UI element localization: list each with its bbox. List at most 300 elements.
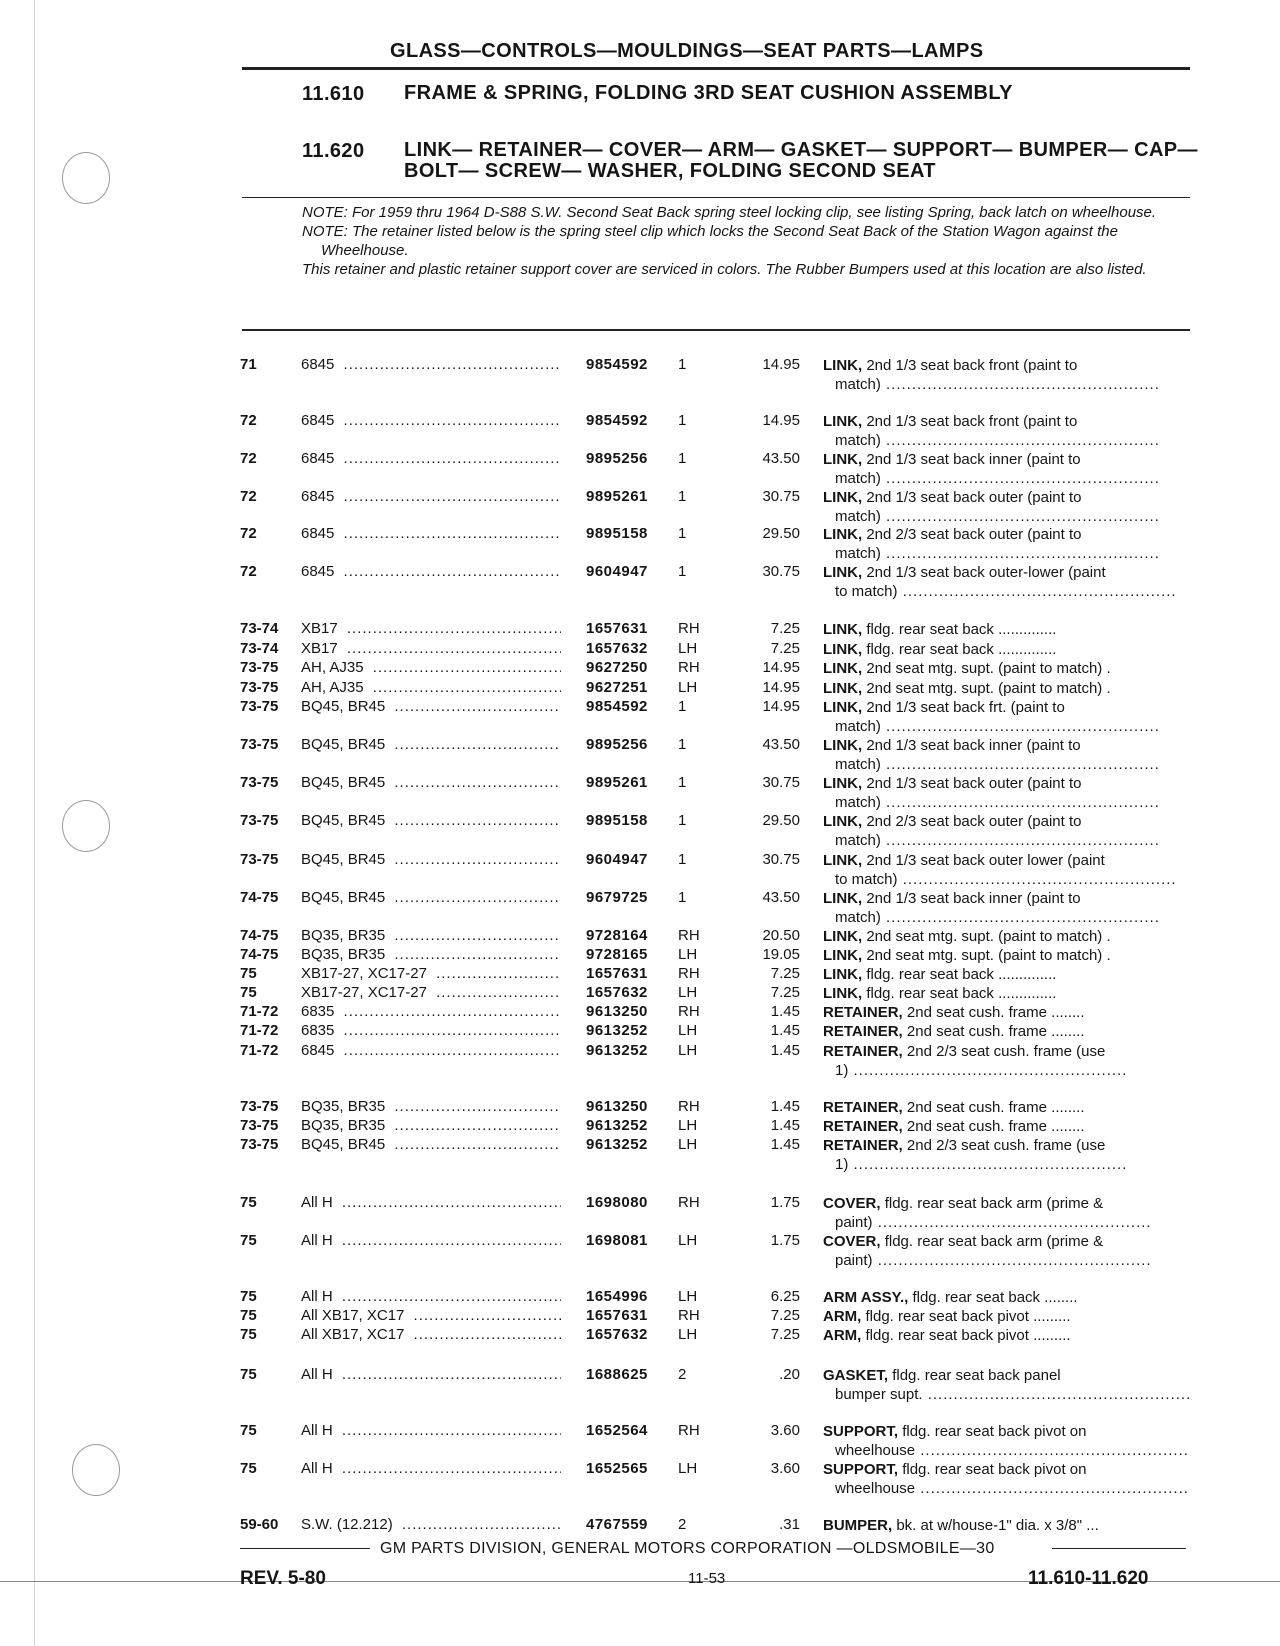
row-part-number: 1657631 xyxy=(586,1307,648,1324)
row-description-text: 2nd 2/3 seat cush. frame (use xyxy=(906,1137,1106,1154)
row-description xyxy=(823,946,1189,965)
row-model-text: BQ45, BR45 xyxy=(301,698,389,715)
row-quantity: RH xyxy=(678,620,700,637)
row-model-text: 6835 xyxy=(301,1003,338,1020)
row-description-line-2: to match) ..... xyxy=(823,870,1189,889)
row-description-line-2: match) ..... xyxy=(823,507,1189,526)
row-description-line-2: 1) ..... xyxy=(823,1155,1189,1174)
row-price: .31 xyxy=(779,1516,800,1533)
row-model-text: BQ35, BR35 xyxy=(301,1117,389,1134)
row-description-line-2: paint) ..... xyxy=(823,1251,1189,1270)
row-description-line-1 xyxy=(823,1098,1189,1117)
row-model-text: 6845 xyxy=(301,412,338,429)
table-row xyxy=(0,812,1280,852)
row-year: 59-60 xyxy=(240,1516,279,1533)
row-price: 1.45 xyxy=(770,1098,800,1115)
row-description-line-2: match) ..... xyxy=(823,793,1189,812)
row-part-number: 9895158 xyxy=(586,812,648,829)
row-price: 30.75 xyxy=(762,774,800,791)
row-model-text: All XB17, XC17 xyxy=(301,1307,408,1324)
row-quantity: LH xyxy=(678,1232,698,1249)
table-row xyxy=(0,774,1280,814)
row-quantity: LH xyxy=(678,1288,698,1305)
row-model xyxy=(301,563,561,580)
row-year: 73-75 xyxy=(240,774,279,791)
row-description-line-1 xyxy=(823,640,1189,659)
row-description-text: 2nd 2/3 seat back outer (paint to xyxy=(866,813,1082,830)
row-description-line-1 xyxy=(823,736,1189,755)
row-description xyxy=(823,1460,1189,1498)
row-price: 29.50 xyxy=(762,525,800,542)
table-row xyxy=(0,736,1280,776)
row-model xyxy=(301,698,561,715)
row-price: 14.95 xyxy=(762,698,800,715)
row-model xyxy=(301,1232,561,1249)
row-year: 73-75 xyxy=(240,1136,279,1153)
row-price: 30.75 xyxy=(762,488,800,505)
footer-section-range: 11.610-11.620 xyxy=(1028,1568,1149,1589)
row-price: 7.25 xyxy=(770,984,800,1001)
row-description xyxy=(823,851,1189,889)
row-part-name: COVER, xyxy=(823,1233,881,1250)
row-price: 1.45 xyxy=(770,1042,800,1059)
row-price: 43.50 xyxy=(762,736,800,753)
row-year: 73-75 xyxy=(240,736,279,753)
row-model xyxy=(301,1098,561,1115)
row-part-name: LINK, xyxy=(823,489,863,506)
row-description-line-1 xyxy=(823,450,1189,469)
row-part-number: 9604947 xyxy=(586,851,648,868)
row-description-text: fldg. rear seat back .............. xyxy=(866,641,1057,658)
row-price: 7.25 xyxy=(770,965,800,982)
row-description-text: fldg. rear seat back .............. xyxy=(866,621,1057,638)
row-model-text: BQ45, BR45 xyxy=(301,889,389,906)
row-description-line-1 xyxy=(823,889,1189,908)
row-description-line-1 xyxy=(823,488,1189,507)
table-row xyxy=(0,1136,1280,1176)
row-quantity: 1 xyxy=(678,450,687,467)
row-description xyxy=(823,1288,1189,1307)
row-quantity: 1 xyxy=(678,488,687,505)
row-part-number: 9613250 xyxy=(586,1098,648,1115)
row-year: 73-75 xyxy=(240,1098,279,1115)
row-price: 14.95 xyxy=(762,412,800,429)
row-model xyxy=(301,736,561,753)
row-description-line-2: match) ..... xyxy=(823,431,1189,450)
table-row xyxy=(0,1042,1280,1082)
row-part-name: GASKET, xyxy=(823,1367,889,1384)
row-description xyxy=(823,1042,1189,1080)
row-description xyxy=(823,736,1189,774)
row-price: 1.45 xyxy=(770,1136,800,1153)
row-model-text: 6845 xyxy=(301,356,338,373)
row-description-line-2: match) ..... xyxy=(823,755,1189,774)
row-model xyxy=(301,1194,561,1211)
row-description-line-1 xyxy=(823,984,1189,1003)
row-description-line-2: match) ..... xyxy=(823,717,1189,736)
row-quantity: RH xyxy=(678,1307,700,1324)
row-quantity: LH xyxy=(678,1136,698,1153)
row-part-name: RETAINER, xyxy=(823,1137,903,1154)
row-description-text: fldg. rear seat back panel xyxy=(892,1367,1061,1384)
row-price: 1.75 xyxy=(770,1194,800,1211)
table-row xyxy=(0,488,1280,528)
row-description xyxy=(823,679,1189,698)
row-price: 6.25 xyxy=(770,1288,800,1305)
row-quantity: LH xyxy=(678,679,698,696)
row-price: 1.45 xyxy=(770,1117,800,1134)
row-description-line-1 xyxy=(823,1194,1189,1213)
row-description-line-1 xyxy=(823,851,1189,870)
row-quantity: 1 xyxy=(678,356,687,373)
row-quantity: LH xyxy=(678,1460,698,1477)
row-model-text: All XB17, XC17 xyxy=(301,1326,408,1343)
row-model-text: BQ45, BR45 xyxy=(301,812,389,829)
row-part-name: RETAINER, xyxy=(823,1023,903,1040)
row-model-text: XB17-27, XC17-27 xyxy=(301,984,431,1001)
row-quantity: 1 xyxy=(678,525,687,542)
row-model-text: All H xyxy=(301,1288,337,1305)
row-description xyxy=(823,1136,1189,1174)
row-part-name: LINK, xyxy=(823,852,863,869)
row-model xyxy=(301,1307,561,1324)
row-description xyxy=(823,412,1189,450)
row-description xyxy=(823,1366,1189,1404)
row-description xyxy=(823,620,1189,639)
row-part-number: 4767559 xyxy=(586,1516,648,1533)
table-row xyxy=(0,1422,1280,1462)
row-year: 71-72 xyxy=(240,1003,279,1020)
row-year: 75 xyxy=(240,1288,257,1305)
row-year: 75 xyxy=(240,1366,257,1383)
row-description-text: fldg. rear seat back arm (prime & xyxy=(884,1195,1104,1212)
row-description xyxy=(823,1516,1189,1535)
row-quantity: 1 xyxy=(678,736,687,753)
row-description-line-2: wheelhouse ..... xyxy=(823,1479,1189,1498)
row-part-number: 9613252 xyxy=(586,1042,648,1059)
row-part-name: LINK, xyxy=(823,564,863,581)
row-description-text: 2nd 2/3 seat cush. frame (use xyxy=(906,1043,1106,1060)
row-description-line-1 xyxy=(823,659,1189,678)
section-number: 11.620 xyxy=(302,140,365,162)
row-year: 72 xyxy=(240,450,257,467)
row-description-text: fldg. rear seat back ........ xyxy=(912,1289,1078,1306)
row-description xyxy=(823,659,1189,678)
row-model-text: BQ35, BR35 xyxy=(301,946,389,963)
row-model xyxy=(301,1117,561,1134)
row-year: 73-75 xyxy=(240,812,279,829)
row-part-name: LINK, xyxy=(823,737,863,754)
row-model-text: BQ35, BR35 xyxy=(301,927,389,944)
row-part-number: 9627251 xyxy=(586,679,648,696)
row-model-text: XB17 xyxy=(301,620,342,637)
row-part-name: RETAINER, xyxy=(823,1099,903,1116)
row-year: 71-72 xyxy=(240,1042,279,1059)
row-description-text: fldg. rear seat back .............. xyxy=(866,985,1057,1002)
row-price: 20.50 xyxy=(762,927,800,944)
row-part-name: LINK, xyxy=(823,985,863,1002)
row-part-name: LINK, xyxy=(823,451,863,468)
row-quantity: RH xyxy=(678,659,700,676)
row-description xyxy=(823,774,1189,812)
row-model-text: 6845 xyxy=(301,563,338,580)
row-description-text: 2nd 1/3 seat back outer (paint to xyxy=(866,489,1082,506)
row-part-number: 9854592 xyxy=(586,412,648,429)
row-description-line-1 xyxy=(823,1117,1189,1136)
row-quantity: LH xyxy=(678,946,698,963)
row-part-number: 9613252 xyxy=(586,1022,648,1039)
row-description-line-1 xyxy=(823,1232,1189,1251)
row-quantity: LH xyxy=(678,984,698,1001)
row-model-text: All H xyxy=(301,1366,337,1383)
table-row xyxy=(0,412,1280,452)
row-year: 74-75 xyxy=(240,946,279,963)
row-quantity: 1 xyxy=(678,412,687,429)
row-price: 14.95 xyxy=(762,659,800,676)
row-model-text: All H xyxy=(301,1460,337,1477)
row-part-name: LINK, xyxy=(823,641,863,658)
note-3: This retainer and plastic retainer support cover are serviced in colors. The Rubber Bumpers used at this location are also listed. xyxy=(302,261,1147,278)
row-model xyxy=(301,851,561,868)
row-description-line-2: wheelhouse ..... xyxy=(823,1441,1189,1460)
row-year: 73-75 xyxy=(240,851,279,868)
row-description-line-1 xyxy=(823,774,1189,793)
row-description-line-1 xyxy=(823,412,1189,431)
row-model xyxy=(301,1003,561,1020)
row-quantity: RH xyxy=(678,1422,700,1439)
row-part-number: 1654996 xyxy=(586,1288,648,1305)
footer-page-number: 11-53 xyxy=(688,1570,726,1587)
row-part-number: 9679725 xyxy=(586,889,648,906)
row-description xyxy=(823,1326,1189,1345)
row-description-line-1 xyxy=(823,1422,1189,1441)
table-row xyxy=(0,525,1280,565)
row-model-text: BQ45, BR45 xyxy=(301,774,389,791)
row-model xyxy=(301,1326,561,1343)
row-part-name: LINK, xyxy=(823,526,863,543)
row-quantity: LH xyxy=(678,1326,698,1343)
row-model-text: All H xyxy=(301,1194,337,1211)
row-description-line-1 xyxy=(823,927,1189,946)
row-year: 72 xyxy=(240,488,257,505)
row-part-number: 1657632 xyxy=(586,640,648,657)
row-model-text: BQ45, BR45 xyxy=(301,736,389,753)
row-price: 19.05 xyxy=(762,946,800,963)
row-model xyxy=(301,1422,561,1439)
row-description-text: fldg. rear seat back pivot ......... xyxy=(865,1327,1071,1344)
row-price: 7.25 xyxy=(770,1307,800,1324)
row-description-line-1 xyxy=(823,1366,1189,1385)
table-row xyxy=(0,851,1280,891)
row-price: 3.60 xyxy=(770,1460,800,1477)
row-year: 75 xyxy=(240,984,257,1001)
row-part-number: 9895256 xyxy=(586,736,648,753)
row-description-line-2: match) ..... xyxy=(823,831,1189,850)
row-price: 14.95 xyxy=(762,356,800,373)
footer-organization: GM PARTS DIVISION, GENERAL MOTORS CORPORATION —OLDSMOBILE—30 xyxy=(380,1540,995,1557)
row-part-name: LINK, xyxy=(823,928,863,945)
table-row xyxy=(0,1194,1280,1234)
row-description xyxy=(823,640,1189,659)
footer-revision: REV. 5-80 xyxy=(240,1568,326,1589)
row-year: 74-75 xyxy=(240,927,279,944)
row-description-text: 2nd 1/3 seat back frt. (paint to xyxy=(866,699,1065,716)
row-year: 75 xyxy=(240,1460,257,1477)
row-part-name: RETAINER, xyxy=(823,1118,903,1135)
row-part-name: SUPPORT, xyxy=(823,1461,899,1478)
row-part-number: 9895261 xyxy=(586,774,648,791)
table-row xyxy=(0,889,1280,929)
row-description-text: fldg. rear seat back .............. xyxy=(866,966,1057,983)
row-model-text: XB17-27, XC17-27 xyxy=(301,965,431,982)
row-quantity: RH xyxy=(678,965,700,982)
row-price: 30.75 xyxy=(762,851,800,868)
row-model xyxy=(301,965,561,982)
row-description-line-2: to match) ..... xyxy=(823,582,1189,601)
row-part-name: LINK, xyxy=(823,413,863,430)
row-quantity: LH xyxy=(678,1042,698,1059)
row-part-number: 1652565 xyxy=(586,1460,648,1477)
row-description xyxy=(823,1022,1189,1041)
table-row xyxy=(0,1460,1280,1500)
row-year: 71 xyxy=(240,356,257,373)
row-year: 75 xyxy=(240,1232,257,1249)
section-number: 11.610 xyxy=(302,83,365,105)
row-description-line-1 xyxy=(823,563,1189,582)
row-price: 43.50 xyxy=(762,889,800,906)
row-description xyxy=(823,450,1189,488)
row-description-line-1 xyxy=(823,525,1189,544)
row-description-text: 2nd seat mtg. supt. (paint to match) . xyxy=(866,947,1111,964)
row-part-number: 1657632 xyxy=(586,1326,648,1343)
row-model xyxy=(301,659,561,676)
table-row xyxy=(0,1326,1280,1366)
footer-rule-left xyxy=(240,1548,370,1549)
row-model-text: BQ45, BR45 xyxy=(301,851,389,868)
row-year: 75 xyxy=(240,965,257,982)
row-description xyxy=(823,525,1189,563)
row-part-name: LINK, xyxy=(823,947,863,964)
row-part-name: COVER, xyxy=(823,1195,881,1212)
row-description xyxy=(823,488,1189,526)
row-description xyxy=(823,698,1189,736)
row-model-text: AH, AJ35 xyxy=(301,659,368,676)
row-description-text: 2nd seat cush. frame ........ xyxy=(906,1023,1085,1040)
row-description xyxy=(823,356,1189,394)
row-description-text: 2nd 1/3 seat back outer-lower (paint xyxy=(866,564,1106,581)
row-quantity: 2 xyxy=(678,1366,687,1383)
row-description xyxy=(823,1098,1189,1117)
row-quantity: 1 xyxy=(678,812,687,829)
row-model xyxy=(301,640,561,657)
row-description-line-1 xyxy=(823,1326,1189,1345)
row-year: 72 xyxy=(240,563,257,580)
row-price: 1.75 xyxy=(770,1232,800,1249)
row-year: 73-75 xyxy=(240,1117,279,1134)
row-part-name: LINK, xyxy=(823,660,863,677)
row-model xyxy=(301,412,561,429)
row-quantity: RH xyxy=(678,1098,700,1115)
row-part-number: 1652564 xyxy=(586,1422,648,1439)
row-quantity: 1 xyxy=(678,889,687,906)
row-year: 75 xyxy=(240,1326,257,1343)
row-description-text: 2nd seat mtg. supt. (paint to match) . xyxy=(866,660,1111,677)
row-part-name: LINK, xyxy=(823,680,863,697)
row-part-number: 9613250 xyxy=(586,1003,648,1020)
row-description-text: 2nd seat cush. frame ........ xyxy=(906,1118,1085,1135)
row-model xyxy=(301,1136,561,1153)
row-model-text: BQ35, BR35 xyxy=(301,1098,389,1115)
row-price: 14.95 xyxy=(762,679,800,696)
row-model-text: 6835 xyxy=(301,1022,338,1039)
row-quantity: RH xyxy=(678,927,700,944)
row-year: 74-75 xyxy=(240,889,279,906)
row-part-name: LINK, xyxy=(823,890,863,907)
row-part-number: 9854592 xyxy=(586,698,648,715)
row-part-number: 1657632 xyxy=(586,984,648,1001)
row-model-text: 6845 xyxy=(301,450,338,467)
row-part-number: 1657631 xyxy=(586,965,648,982)
row-description-text: 2nd 1/3 seat back inner (paint to xyxy=(866,451,1081,468)
row-description-text: 2nd 1/3 seat back front (paint to xyxy=(866,413,1078,430)
row-part-name: LINK, xyxy=(823,699,863,716)
row-year: 73-74 xyxy=(240,620,279,637)
row-description-text: fldg. rear seat back arm (prime & xyxy=(884,1233,1104,1250)
row-description-line-1 xyxy=(823,1516,1189,1535)
row-description-line-1 xyxy=(823,946,1189,965)
row-part-number: 9728165 xyxy=(586,946,648,963)
row-model xyxy=(301,1042,561,1059)
row-part-number: 9627250 xyxy=(586,659,648,676)
row-description-line-1 xyxy=(823,1307,1189,1326)
row-part-number: 9854592 xyxy=(586,356,648,373)
row-model-text: All H xyxy=(301,1422,337,1439)
row-model xyxy=(301,774,561,791)
row-description-line-1 xyxy=(823,1136,1189,1155)
row-part-number: 1657631 xyxy=(586,620,648,637)
row-description-text: fldg. rear seat back pivot ......... xyxy=(865,1308,1071,1325)
row-part-number: 9895256 xyxy=(586,450,648,467)
row-description-text: bk. at w/house-1" dia. x 3/8" ... xyxy=(896,1517,1099,1534)
row-description xyxy=(823,1422,1189,1460)
table-row xyxy=(0,1366,1280,1406)
row-model xyxy=(301,1022,561,1039)
row-model xyxy=(301,1460,561,1477)
row-quantity: 1 xyxy=(678,851,687,868)
row-description-line-2: match) ..... xyxy=(823,544,1189,563)
row-model-text: 6845 xyxy=(301,488,338,505)
row-model-text: 6845 xyxy=(301,525,338,542)
row-model xyxy=(301,812,561,829)
row-description xyxy=(823,984,1189,1003)
row-description-line-2: match) ..... xyxy=(823,908,1189,927)
row-year: 71-72 xyxy=(240,1022,279,1039)
row-model xyxy=(301,984,561,1001)
table-row xyxy=(0,1232,1280,1272)
row-description-text: 2nd seat cush. frame ........ xyxy=(906,1099,1085,1116)
row-year: 75 xyxy=(240,1422,257,1439)
row-quantity: 1 xyxy=(678,563,687,580)
section-text: LINK— RETAINER— COVER— ARM— GASKET— SUPPORT— BUMPER— CAP— BOLT— SCREW— WASHER, FOLDING SECOND SEAT xyxy=(404,139,1198,182)
note-2: NOTE: The retainer listed below is the spring steel clip which locks the Second Seat Back of the Station Wagon against the Wheelhouse. xyxy=(302,223,1118,259)
row-price: 1.45 xyxy=(770,1022,800,1039)
row-part-name: LINK, xyxy=(823,357,863,374)
row-description xyxy=(823,563,1189,601)
row-price: 29.50 xyxy=(762,812,800,829)
row-description-text: 2nd seat mtg. supt. (paint to match) . xyxy=(866,928,1111,945)
row-model xyxy=(301,356,561,373)
row-quantity: RH xyxy=(678,1194,700,1211)
